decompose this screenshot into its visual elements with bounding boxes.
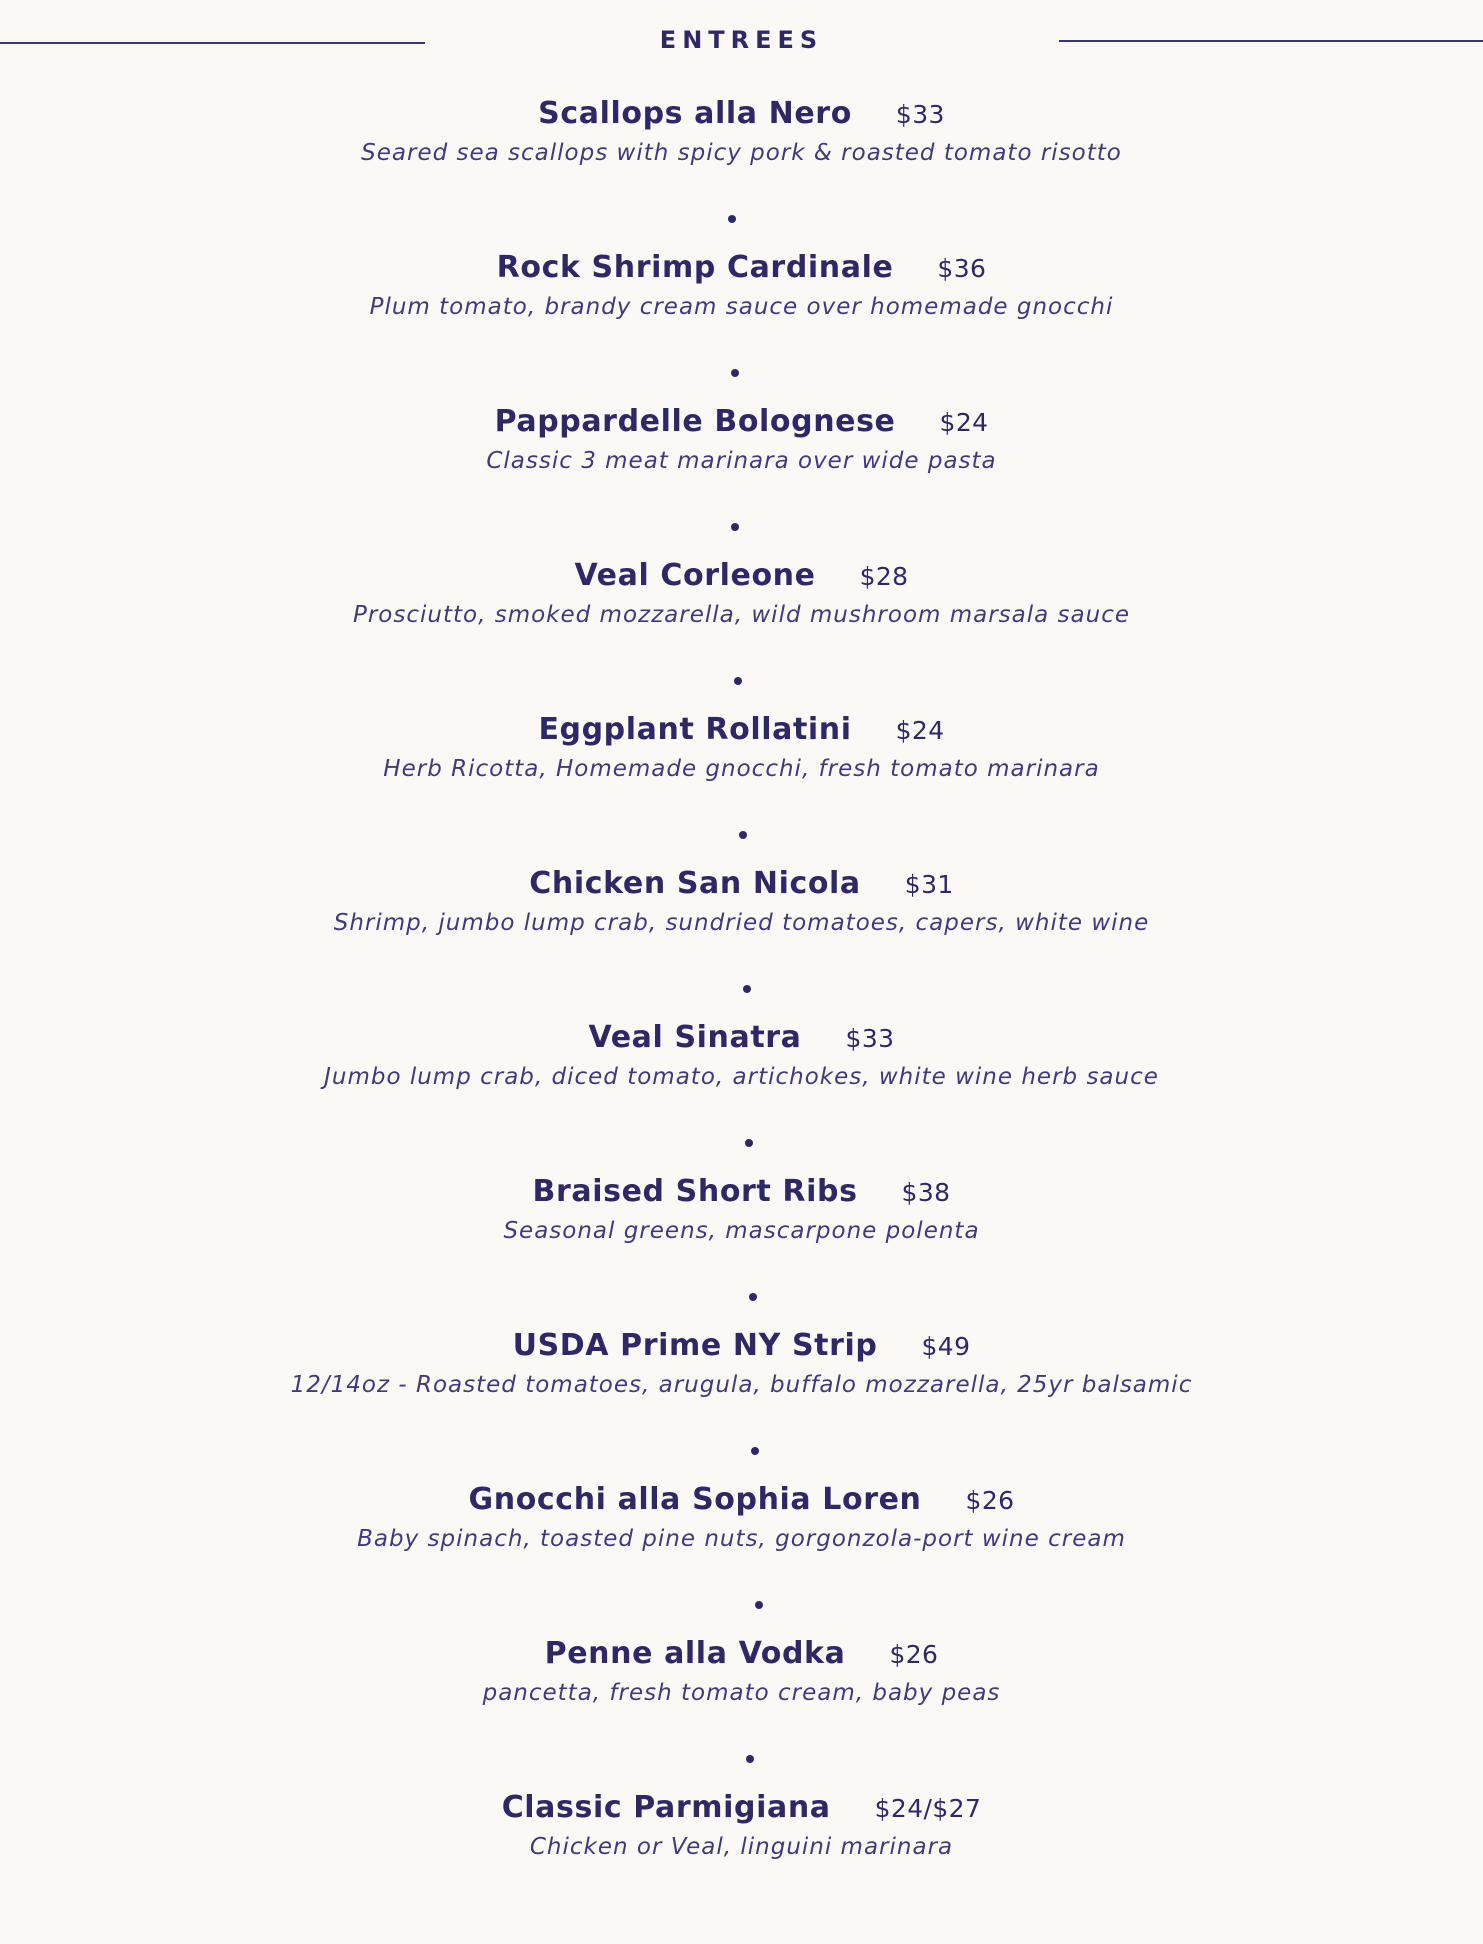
item-description: Prosciutto, smoked mozzarella, wild mushroom marsala sauce bbox=[352, 602, 1131, 628]
item-title-row bbox=[0, 558, 1483, 598]
item-description: pancetta, fresh tomato cream, baby peas bbox=[482, 1680, 1001, 1706]
separator-dot bbox=[746, 1755, 754, 1763]
item-title-row bbox=[0, 1328, 1483, 1368]
menu-item bbox=[0, 1328, 1483, 1482]
header-rule-right bbox=[1059, 40, 1483, 42]
item-price: $26 bbox=[889, 1640, 939, 1669]
item-title-row bbox=[0, 1020, 1483, 1060]
item-price: $33 bbox=[845, 1024, 895, 1053]
separator-dot bbox=[731, 369, 739, 377]
item-price: $24/$27 bbox=[874, 1794, 982, 1823]
item-description: Baby spinach, toasted pine nuts, gorgonzola-port wine cream bbox=[357, 1526, 1126, 1552]
separator-dot bbox=[734, 677, 742, 685]
item-name: Braised Short Ribs bbox=[532, 1174, 858, 1209]
item-name: Veal Corleone bbox=[574, 558, 816, 593]
item-description: 12/14oz - Roasted tomatoes, arugula, buffalo mozzarella, 25yr balsamic bbox=[290, 1372, 1193, 1398]
item-name: Rock Shrimp Cardinale bbox=[496, 250, 894, 285]
item-price: $28 bbox=[859, 562, 909, 591]
separator-dot bbox=[745, 1139, 753, 1147]
item-title-row bbox=[0, 250, 1483, 290]
item-title-row bbox=[0, 1174, 1483, 1214]
item-title-row bbox=[0, 404, 1483, 444]
item-price: $36 bbox=[937, 254, 987, 283]
item-title-row bbox=[0, 1636, 1483, 1676]
item-price: $24 bbox=[895, 716, 945, 745]
menu-item bbox=[0, 866, 1483, 1020]
item-name: Chicken San Nicola bbox=[529, 866, 861, 901]
item-name: Classic Parmigiana bbox=[501, 1790, 831, 1825]
item-description: Chicken or Veal, linguini marinara bbox=[529, 1834, 954, 1860]
separator-dot bbox=[755, 1601, 763, 1609]
menu-item bbox=[0, 1790, 1483, 1944]
separator-dot bbox=[743, 985, 751, 993]
menu-item bbox=[0, 712, 1483, 866]
item-description: Herb Ricotta, Homemade gnocchi, fresh tomato marinara bbox=[383, 756, 1100, 782]
item-name: Scallops alla Nero bbox=[538, 96, 852, 131]
item-description: Classic 3 meat marinara over wide pasta bbox=[486, 448, 997, 474]
item-name: USDA Prime NY Strip bbox=[512, 1328, 878, 1363]
item-description: Jumbo lump crab, diced tomato, artichokes, white wine herb sauce bbox=[324, 1064, 1159, 1090]
item-description: Seared sea scallops with spicy pork & roasted tomato risotto bbox=[361, 140, 1122, 166]
menu-item bbox=[0, 404, 1483, 558]
item-title-row bbox=[0, 96, 1483, 136]
separator-dot bbox=[749, 1293, 757, 1301]
item-name: Pappardelle Bolognese bbox=[494, 404, 896, 439]
item-title-row bbox=[0, 1482, 1483, 1522]
item-price: $24 bbox=[939, 408, 989, 437]
entree-list bbox=[0, 96, 1483, 1944]
item-title-row bbox=[0, 712, 1483, 752]
menu-item bbox=[0, 1174, 1483, 1328]
separator-dot bbox=[751, 1447, 759, 1455]
item-price: $49 bbox=[921, 1332, 971, 1361]
menu-item bbox=[0, 250, 1483, 404]
section-title: ENTREES bbox=[659, 26, 824, 54]
separator-dot bbox=[731, 523, 739, 531]
item-description: Seasonal greens, mascarpone polenta bbox=[503, 1218, 980, 1244]
item-price: $31 bbox=[904, 870, 954, 899]
item-name: Penne alla Vodka bbox=[544, 1636, 846, 1671]
item-name: Veal Sinatra bbox=[588, 1020, 802, 1055]
menu-item bbox=[0, 558, 1483, 712]
item-title-row bbox=[0, 866, 1483, 906]
item-price: $26 bbox=[965, 1486, 1015, 1515]
item-description: Plum tomato, brandy cream sauce over homemade gnocchi bbox=[369, 294, 1114, 320]
separator-dot bbox=[739, 831, 747, 839]
item-description: Shrimp, jumbo lump crab, sundried tomatoes, capers, white wine bbox=[333, 910, 1150, 936]
separator-dot bbox=[728, 215, 736, 223]
item-price: $38 bbox=[901, 1178, 951, 1207]
menu-item bbox=[0, 1636, 1483, 1790]
item-title-row bbox=[0, 1790, 1483, 1830]
item-name: Eggplant Rollatini bbox=[538, 712, 852, 747]
menu-item bbox=[0, 1020, 1483, 1174]
item-price: $33 bbox=[895, 100, 945, 129]
item-name: Gnocchi alla Sophia Loren bbox=[468, 1482, 922, 1517]
menu-item bbox=[0, 1482, 1483, 1636]
menu-item bbox=[0, 96, 1483, 250]
